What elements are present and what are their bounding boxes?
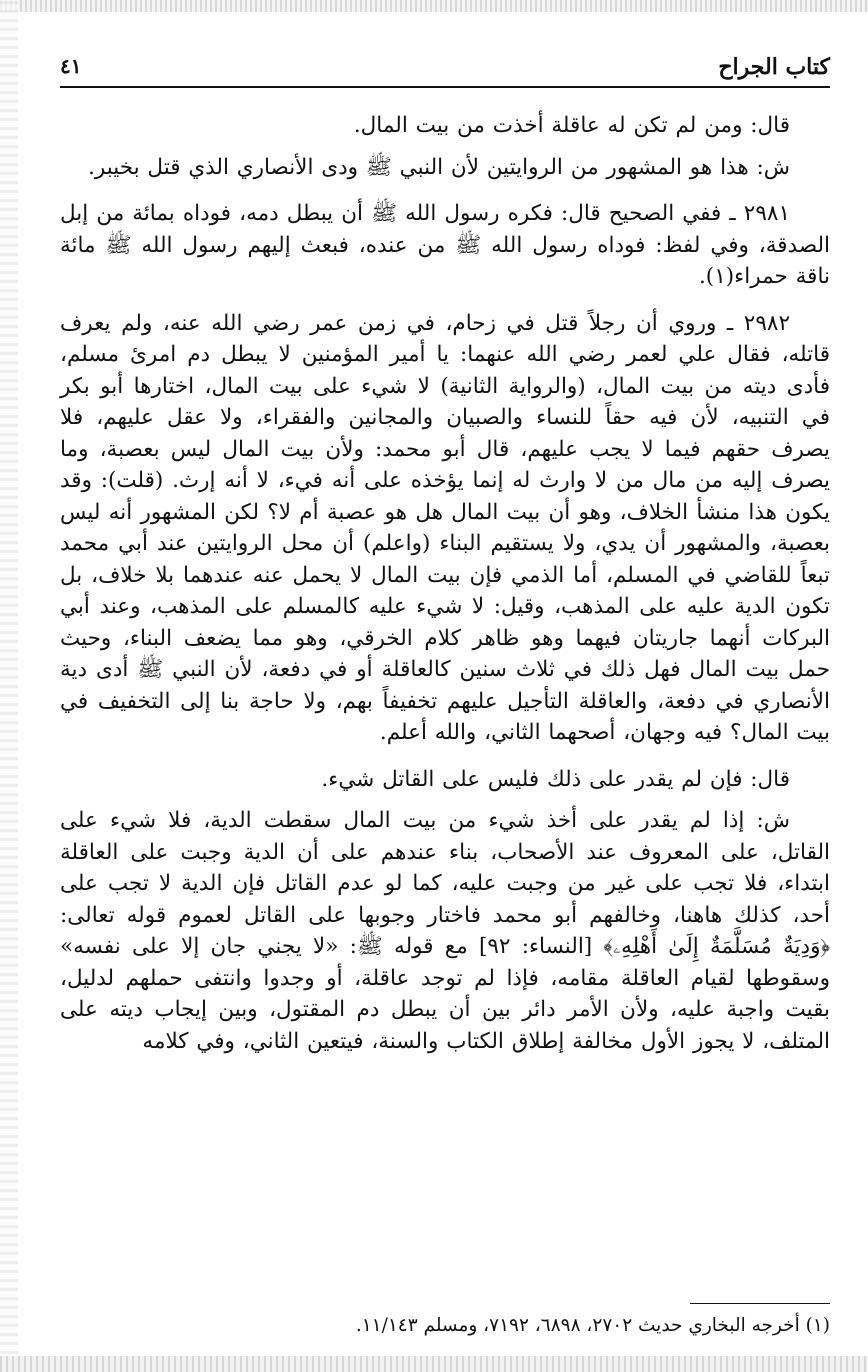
paragraph-hadith-2981: ٢٩٨١ ـ ففي الصحيح قال: فكره رسول الله ﷺ أن يبطل دمه، فوداه بمائة من إبل الصدقة، وفي لفظ: فوداه رسول الله ﷺ من عنده، فبعث إليهم رسول الله ﷺ مائة ناقة حمراء(١). (60, 201, 830, 289)
scan-edge-top (0, 0, 868, 12)
body-text (60, 110, 830, 1057)
footnote-rule (690, 1303, 830, 1304)
scan-edge-left (0, 0, 18, 1372)
paragraph-matn-1: قال: ومن لم تكن له عاقلة أخذت من بيت المال. (353, 113, 790, 138)
paragraph-sharh-1: ش: هذا هو المشهور من الروايتين لأن النبي ﷺ ودى الأنصاري الذي قتل بخيبر. (88, 154, 790, 180)
paragraph-sharh-2: ش: إذا لم يقدر على أخذ شيء من بيت المال سقطت الدية، فلا شيء على القاتل، على المعروف عند الأصحاب، بناء عندهم على أن الدية وجبت على العاقلة ابتداء، فلا تجب على غير من وجبت عليه، كما لو عدم القاتل فإن الدية لا تجب على أحد، كذلك هاهنا، وخالفهم أبو محمد فاختار وجوبها على القاتل لعموم قوله تعالى: ﴿وَدِيَةٌ مُسَلَّمَةٌ إِلَىٰ أَهْلِهِۦ﴾ [النساء: ٩٢] مع قوله ﷺ: «لا يجني جان إلا على نفسه» وسقوطها لقيام العاقلة مقامه، فإذا لم توجد عاقلة، أو وجدوا وانتفى حملهم لدليل، بقيت واجبة عليه، ولأن الأمر دائر بين أن يبطل دم المقتول، وبين إيجاب ديته على المتلف، لا يجوز الأول مخالفة إطلاق الكتاب والسنة، فيتعين الثاني، وفي كلامه (60, 808, 831, 1054)
book-title: كتاب الجراح (718, 54, 830, 80)
footnote: (١) أخرجه البخاري حديث ٢٧٠٢، ٦٨٩٨، ٧١٩٢، ومسلم ١١/١٤٣. (355, 1315, 830, 1336)
scan-edge-bottom (0, 1356, 868, 1372)
page-number: ٤١ (60, 54, 82, 78)
book-page (60, 40, 830, 1340)
paragraph-matn-2: قال: فإن لم يقدر على ذلك فليس على القاتل شيء. (321, 766, 790, 792)
paragraph-hadith-2982: ٢٩٨٢ ـ وروي أن رجلاً قتل في زحام، في زمن عمر رضي الله عنه، ولم يعرف قاتله، فقال علي لعمر رضي الله عنهما: يا أمير المؤمنين لا يبطل دم امرئ مسلم، فأدى ديته من بيت المال، (والرواية الثانية) لا شيء على بيت المال، اختارها أبو بكر في التنبيه، لأن فيه حقاً للنساء والصبيان والمجانين والفقراء، ولا عقل عليهم، فلا يصرف حقهم فيما لا يجب عليهم، قال أبو محمد: ولأن بيت المال ليس بعصبة، وما يصرف إليه من مال من لا وارث له إنما يؤخذه على أنه فيء، لا أنه إرث. (قلت): وقد يكون هذا منشأ الخلاف، وهو أن بيت المال هل هو عصبة أم لا؟ لكن المشهور أنه ليس بعصبة، والمشهور أن يدي، ولا يستقيم البناء (واعلم) أن محل الروايتين عند أبي محمد تبعاً للقاضي في المسلم، أما الذمي فإن بيت المال لا يحمل عنه عندهما بلا خلاف، بل تكون الدية عليه على المذهب، وقيل: لا شيء عليه كالمسلم على المذهب، وعند أبي البركات أنهما جاريتان فيهما وهو ظاهر كلام الخرقي، وهو مما يضعف البناء، وحيث حمل بيت المال فهل ذلك في ثلاث سنين كالعاقلة أو في دفعة، لأن النبي ﷺ أدى دية الأنصاري في دفعة، والعاقلة التأجيل عليهم تخفيفاً بهم، ولا حاجة بنا إلى التخفيف في بيت المال؟ فيه وجهان، أصحهما الثاني، والله أعلم. (60, 310, 830, 745)
running-header (60, 40, 830, 88)
